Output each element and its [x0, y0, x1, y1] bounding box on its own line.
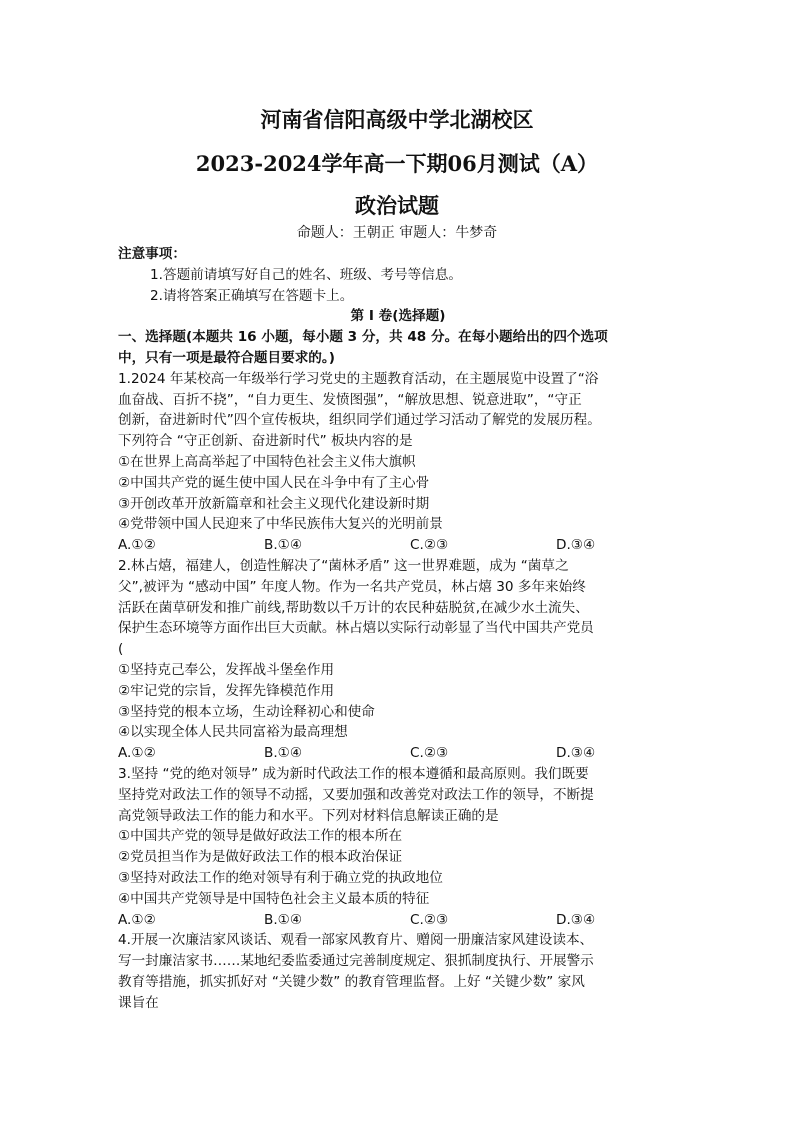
question-stem: 高党领导政法工作的能力和水平。下列对材料信息解读正确的是 — [118, 807, 499, 824]
option-a: A.①② — [118, 745, 156, 762]
question-stem: 3.坚持 “党的绝对领导” 成为新时代政法工作的根本遵循和最高原则。我们既要 — [118, 765, 589, 782]
answer-options — [118, 743, 678, 764]
question-stem: 课旨在 — [118, 994, 159, 1011]
statement: ①中国共产党的领导是做好政法工作的根本所在 — [118, 828, 403, 845]
question-stem: 4.开展一次廉洁家风谈话、观看一部家风教育片、赠阅一册廉洁家风建设读本、 — [118, 932, 594, 949]
question-stem: 创新，奋进新时代”四个宣传板块，组织同学们通过学习活动了解党的发展历程。 — [118, 412, 601, 429]
question-stem: 下列符合 “守正创新、奋进新时代” 板块内容的是 — [118, 433, 413, 450]
question-2 — [118, 556, 678, 764]
question-stem: 父”,被评为 “感动中国” 年度人物。作为一名共产党员，林占熺 30 多年来始终 — [118, 578, 586, 595]
option-d: D.③④ — [556, 911, 596, 928]
statement: ④党带领中国人民迎来了中华民族伟大复兴的光明前景 — [118, 516, 443, 533]
statement: ④中国共产党领导是中国特色社会主义最本质的特征 — [118, 890, 430, 907]
option-c: C.②③ — [410, 911, 449, 928]
question-4 — [118, 930, 678, 1013]
section-instruction: 一、选择题(本题共 16 小题，每小题 3 分，共 48 分。在每小题给出的四个选项 — [118, 329, 608, 346]
option-a: A.①② — [118, 537, 156, 554]
question-stem: 2.林占熺，福建人，创造性解决了“菌林矛盾” 这一世界难题，成为 “菌草之 — [118, 557, 569, 574]
question-stem: 教育等措施，抓实抓好对 “关键少数” 的教育管理监督。上好 “关键少数” 家风 — [118, 973, 585, 990]
question-stem: 写一封廉洁家书……某地纪委监委通过完善制度规定、狠抓制度执行、开展警示 — [118, 953, 594, 970]
question-stem: 1.2024 年某校高一年级举行学习党史的主题教育活动，在主题展览中设置了“浴 — [118, 370, 599, 387]
option-b: B.①④ — [264, 745, 303, 762]
question-stem: ( — [118, 641, 124, 658]
statement: ③坚持党的根本立场，生动诠释初心和使命 — [118, 703, 375, 720]
question-stem: 保护生态环境等方面作出巨大贡献。林占熺以实际行动彰显了当代中国共产党员 — [118, 620, 594, 637]
question-1 — [118, 369, 678, 556]
option-a: A.①② — [118, 911, 156, 928]
option-b: B.①④ — [264, 537, 303, 554]
option-c: C.②③ — [410, 745, 449, 762]
notice-heading: 注意事项： — [118, 246, 186, 262]
option-d: D.③④ — [556, 537, 596, 554]
volume-heading: 第 I 卷(选择题) — [350, 308, 446, 325]
notice-item: 2.请将答案正确填写在答题卡上。 — [150, 287, 354, 304]
subject-title: 政治试题 — [355, 193, 439, 218]
option-b: B.①④ — [264, 911, 303, 928]
option-d: D.③④ — [556, 745, 596, 762]
section-instruction: 中，只有一项是最符合题目要求的。) — [118, 349, 335, 366]
statement: ③坚持对政法工作的绝对领导有利于确立党的执政地位 — [118, 869, 443, 886]
statement: ③开创改革开放新篇章和社会主义现代化建设新时期 — [118, 495, 430, 512]
statement: ①在世界上高高举起了中国特色社会主义伟大旗帜 — [118, 453, 416, 470]
statement: ②牢记党的宗旨，发挥先锋模范作用 — [118, 682, 335, 699]
question-stem: 活跃在菌草研发和推广前线,帮助数以千万计的农民种菇脱贫,在减少水土流失、 — [118, 599, 589, 616]
statement: ①坚持克己奉公，发挥战斗堡垒作用 — [118, 661, 335, 678]
exam-body — [118, 244, 678, 1013]
statement: ②党员担当作为是做好政法工作的根本政治保证 — [118, 849, 403, 866]
question-stem: 血奋战、百折不挠”，“自力更生、发愤图强”，“解放思想、锐意进取”，“守正 — [118, 391, 582, 408]
question-stem: 坚持党对政法工作的领导不动摇，又要加强和改善党对政法工作的领导，不断提 — [118, 786, 594, 803]
exam-title: 2023-2024学年高一下期06月测试（A） — [195, 151, 599, 176]
statement: ②中国共产党的诞生使中国人民在斗争中有了主心骨 — [118, 474, 430, 491]
notice-item: 1.答题前请填写好自己的姓名、班级、考号等信息。 — [150, 266, 463, 283]
option-c: C.②③ — [410, 537, 449, 554]
question-3 — [118, 764, 678, 930]
answer-options — [118, 535, 678, 556]
school-title: 河南省信阳高级中学北湖校区 — [260, 107, 534, 132]
author-line: 命题人：王朝正 审题人：牛梦奇 — [296, 225, 498, 241]
statement: ④以实现全体人民共同富裕为最高理想 — [118, 724, 348, 741]
answer-options — [118, 910, 678, 931]
